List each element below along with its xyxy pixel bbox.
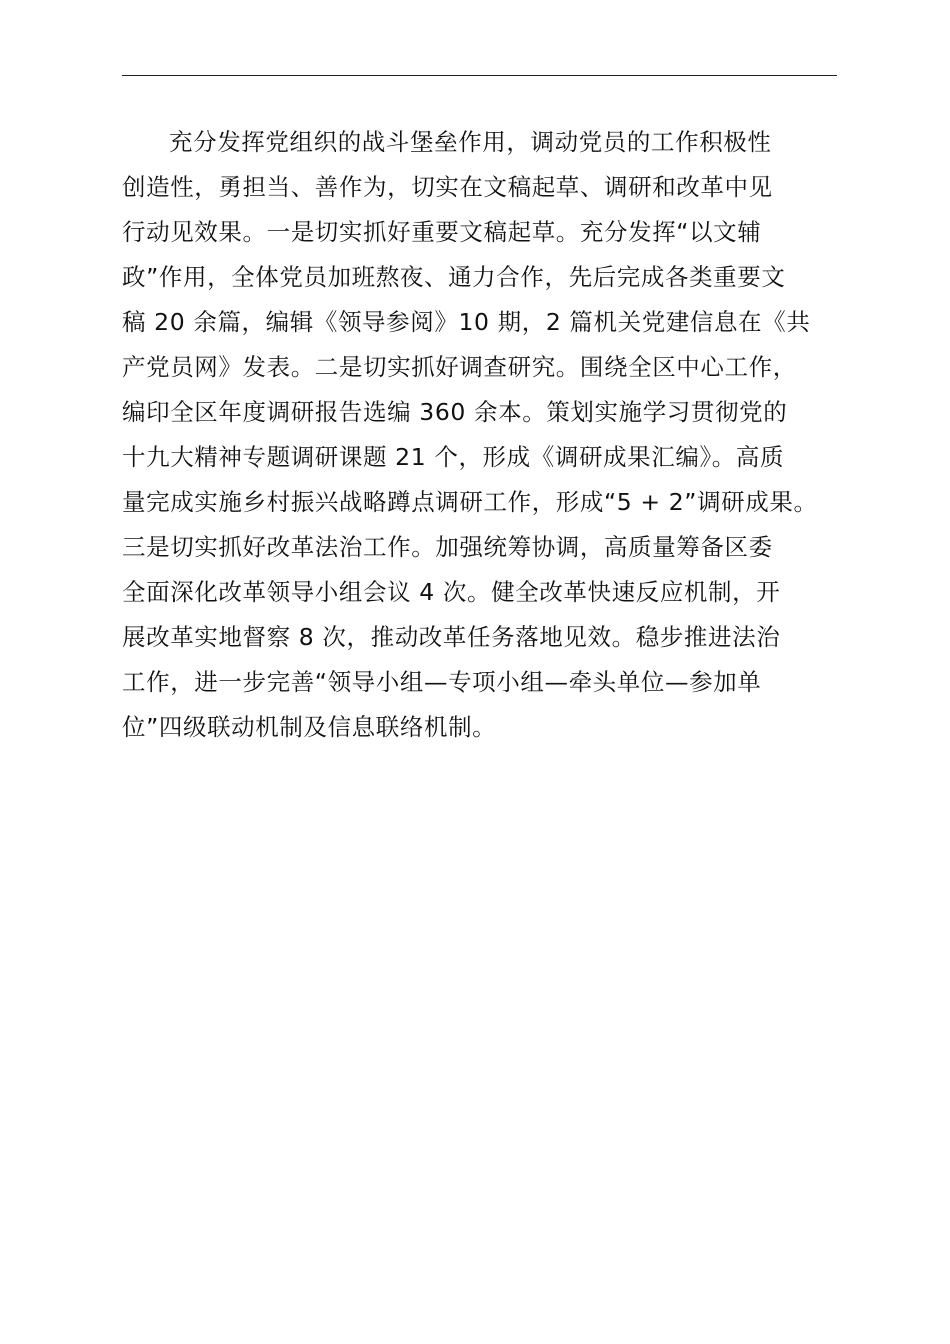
paragraph-line: 创造性，勇担当、善作为，切实在文稿起草、调研和改革中见 <box>122 173 773 201</box>
paragraph-line: 量完成实施乡村振兴战略蹲点调研工作，形成“5 + 2”调研成果。 <box>122 488 818 516</box>
paragraph-line: 展改革实地督察 8 次，推动改革任务落地见效。稳步推进法治 <box>122 623 781 651</box>
paragraph-line: 产党员网》发表。二是切实抓好调查研究。围绕全区中心工作， <box>122 353 797 381</box>
paragraph-line: 位”四级联动机制及信息联络机制。 <box>122 713 497 741</box>
paragraph-line: 编印全区年度调研报告选编 360 余本。策划实施学习贯彻党的 <box>122 398 788 426</box>
paragraph-line: 工作，进一步完善“领导小组—专项小组—牵头单位—参加单 <box>122 668 762 696</box>
body-paragraph <box>122 122 862 752</box>
paragraph-line: 十九大精神专题调研课题 21 个，形成《调研成果汇编》。高质 <box>122 443 785 471</box>
header-rule <box>122 75 837 76</box>
paragraph-line: 三是切实抓好改革法治工作。加强统筹协调，高质量筹备区委 <box>122 533 773 561</box>
paragraph-line: 行动见效果。一是切实抓好重要文稿起草。充分发挥“以文辅 <box>122 218 762 246</box>
paragraph-line: 全面深化改革领导小组会议 4 次。健全改革快速反应机制，开 <box>122 578 781 606</box>
paragraph-line: 充分发挥党组织的战斗堡垒作用，调动党员的工作积极性 <box>169 128 772 156</box>
paragraph-line: 政”作用，全体党员加班熬夜、通力合作，先后完成各类重要文 <box>122 263 786 291</box>
paragraph-line: 稿 20 余篇，编辑《领导参阅》10 期，2 篇机关党建信息在《共 <box>122 308 811 336</box>
